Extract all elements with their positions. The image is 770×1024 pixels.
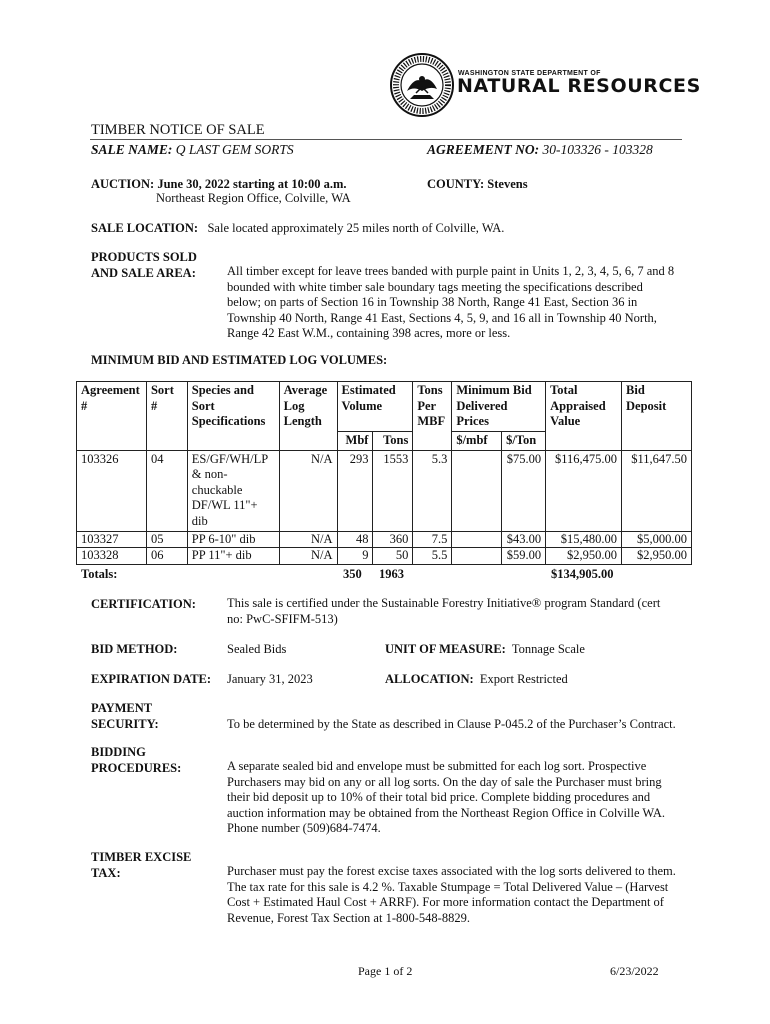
cell-mbf: 48 [337, 531, 373, 548]
certification-line: no: PwC-SFIFM-513) [227, 611, 338, 626]
payment-label: PAYMENT SECURITY: [91, 701, 159, 732]
products-line: below; on parts of Section 16 in Township 38 North, Range 41 East, Section 36 in [227, 295, 638, 309]
cell-deposit: $2,950.00 [622, 548, 692, 565]
products-line: bounded with white timber sale boundary tags meeting the specifications described [227, 279, 643, 294]
cell-tons: 1553 [373, 450, 413, 531]
col-mbf: Mbf [337, 431, 373, 450]
sale-location-label: SALE LOCATION: [91, 221, 199, 235]
col-est-volume: Estimated Volume [337, 382, 413, 432]
col-tons-per-spacer [413, 431, 452, 450]
col-deposit: Bid Deposit [622, 382, 692, 451]
cell-sort: 06 [146, 548, 187, 565]
products-label-line1: PRODUCTS SOLD [91, 250, 197, 264]
col-sort: Sort # [146, 382, 187, 451]
min-bid-heading: MINIMUM BID AND ESTIMATED LOG VOLUMES: [91, 353, 388, 367]
products-line: Range 42 East W.M., containing 398 acres, more or less. [227, 326, 511, 340]
cell-agreement: 103326 [77, 450, 147, 531]
expiration-value: January 31, 2023 [227, 672, 313, 686]
county: COUNTY: Stevens [427, 177, 528, 191]
bid-method-value: Sealed Bids [227, 642, 287, 656]
dnr-seal-logo [390, 53, 454, 117]
allocation-label: ALLOCATION: [385, 672, 474, 686]
cell-sort: 04 [146, 450, 187, 531]
cell-per-mbf [452, 548, 502, 565]
cell-mbf: 9 [337, 548, 373, 565]
payment-value: To be determined by the State as described in Clause P-045.2 of the Purchaser’s Contract. [227, 717, 676, 731]
totals-appraised: $134,905.00 [551, 567, 614, 581]
col-avg-log: Average Log Length [279, 382, 337, 451]
cell-per-ton: $75.00 [502, 450, 546, 531]
unit-of-measure-value: Tonnage Scale [511, 642, 585, 656]
cell-appraised: $2,950.00 [546, 548, 622, 565]
log-volume-table [76, 381, 692, 565]
cell-deposit: $5,000.00 [622, 531, 692, 548]
sale-name-value: Q LAST GEM SORTS [172, 142, 294, 157]
bidding-line: Phone number (509)684-7474. [227, 821, 381, 835]
cell-appraised: $15,480.00 [546, 531, 622, 548]
products-label [91, 249, 197, 282]
cell-tons-per: 5.5 [413, 548, 452, 565]
unit-of-measure [385, 641, 585, 657]
auction-location: Northeast Region Office, Colville, WA [156, 191, 351, 205]
products-label-line2: AND SALE AREA: [91, 266, 196, 281]
excise-text [227, 864, 697, 926]
products-description [227, 264, 697, 342]
excise-line: Revenue, Forest Tax Section at 1-800-548-8829. [227, 910, 470, 925]
cell-tons-per: 5.3 [413, 450, 452, 531]
excise-line: Cost + Estimated Haul Cost + ARRF). For more information contact the Department of [227, 895, 664, 909]
cell-per-ton: $59.00 [502, 548, 546, 565]
products-line: All timber except for leave trees banded with purple paint in Units 1, 2, 3, 4, 5, 6, 7 and 8 [227, 264, 675, 278]
allocation-value: Export Restricted [479, 672, 568, 686]
agreement-label: AGREEMENT NO: [427, 142, 540, 157]
notice-title: TIMBER NOTICE OF SALE [91, 122, 265, 138]
unit-of-measure-label: UNIT OF MEASURE: [385, 642, 506, 656]
bid-method-label: BID METHOD: [91, 642, 178, 656]
agreement-number [427, 141, 653, 159]
certification-label: CERTIFICATION: [91, 597, 196, 611]
bidding-label: BIDDING PROCEDURES: [91, 745, 182, 776]
bidding-text [227, 759, 697, 837]
table-row [77, 450, 692, 531]
sale-name [91, 141, 294, 159]
cell-tons: 50 [373, 548, 413, 565]
cell-sort: 05 [146, 531, 187, 548]
cell-tons-per: 7.5 [413, 531, 452, 548]
col-species: Species and Sort Specifications [187, 382, 279, 451]
department-title: NATURAL RESOURCES [457, 75, 701, 97]
col-per-mbf: $/mbf [452, 431, 502, 450]
col-min-bid: Minimum Bid Delivered Prices [452, 382, 546, 432]
bidding-line: A separate sealed bid and envelope must be submitted for each log sort. Prospective [227, 759, 647, 773]
cell-avg-log: N/A [279, 531, 337, 548]
cell-deposit: $11,647.50 [622, 450, 692, 531]
excise-line: The tax rate for this sale is 4.2 %. Taxable Stumpage = Total Delivered Value – (Harvest [227, 879, 669, 894]
allocation [385, 671, 568, 687]
table-row [77, 548, 692, 565]
col-appraised: Total Appraised Value [546, 382, 622, 451]
col-per-ton: $/Ton [502, 431, 546, 450]
cell-species: PP 6-10" dib [187, 531, 279, 548]
cell-avg-log: N/A [279, 450, 337, 531]
products-line: Township 40 North, Range 41 East, Sections 4, 5, 9, and 16 all in Township 40 North, [227, 310, 657, 325]
col-tons-per: Tons Per MBF [413, 382, 452, 432]
cell-avg-log: N/A [279, 548, 337, 565]
cell-mbf: 293 [337, 450, 373, 531]
title-divider [90, 139, 682, 140]
bidding-line: auction information may be obtained from the Northeast Region Office in Colville WA. [227, 805, 665, 820]
cell-tons: 360 [373, 531, 413, 548]
bidding-line: their bid deposit up to 10% of their total bid price. Complete bidding procedures and [227, 790, 651, 804]
cell-per-ton: $43.00 [502, 531, 546, 548]
totals-mbf: 350 [343, 567, 362, 581]
bidding-line: Purchasers may bid on any or all log sorts. On the day of sale the Purchaser must bring [227, 774, 662, 789]
page-number: Page 1 of 2 [358, 964, 413, 978]
expiration-label: EXPIRATION DATE: [91, 672, 212, 686]
cell-per-mbf [452, 531, 502, 548]
excise-label: TIMBER EXCISE TAX: [91, 850, 192, 881]
table-row [77, 531, 692, 548]
excise-line: Purchaser must pay the forest excise taxes associated with the log sorts delivered to them. [227, 864, 676, 878]
agreement-value: 30-103326 - 103328 [539, 142, 653, 157]
sale-name-label: SALE NAME: [91, 142, 173, 157]
certification-line: This sale is certified under the Sustainable Forestry Initiative® program Standard (cert [227, 596, 661, 610]
sale-location-value: Sale located approximately 25 miles north of Colville, WA. [207, 221, 505, 235]
sale-location [91, 220, 504, 236]
cell-agreement: 103328 [77, 548, 147, 565]
cell-species: PP 11"+ dib [187, 548, 279, 565]
col-agreement: Agreement # [77, 382, 147, 451]
totals-label: Totals: [81, 567, 118, 581]
col-tons: Tons [373, 431, 413, 450]
document-date: 6/23/2022 [610, 964, 659, 978]
totals-tons: 1963 [379, 567, 404, 581]
cell-agreement: 103327 [77, 531, 147, 548]
auction-date: AUCTION: June 30, 2022 starting at 10:00 a.m. [91, 177, 347, 191]
certification-text [227, 596, 697, 627]
cell-per-mbf [452, 450, 502, 531]
table-header-row [77, 382, 692, 432]
cell-species: ES/GF/WH/LP & non- chuckable DF/WL 11"+ dib [187, 450, 279, 531]
cell-appraised: $116,475.00 [546, 450, 622, 531]
department-subtitle: WASHINGTON STATE DEPARTMENT OF [458, 70, 601, 77]
